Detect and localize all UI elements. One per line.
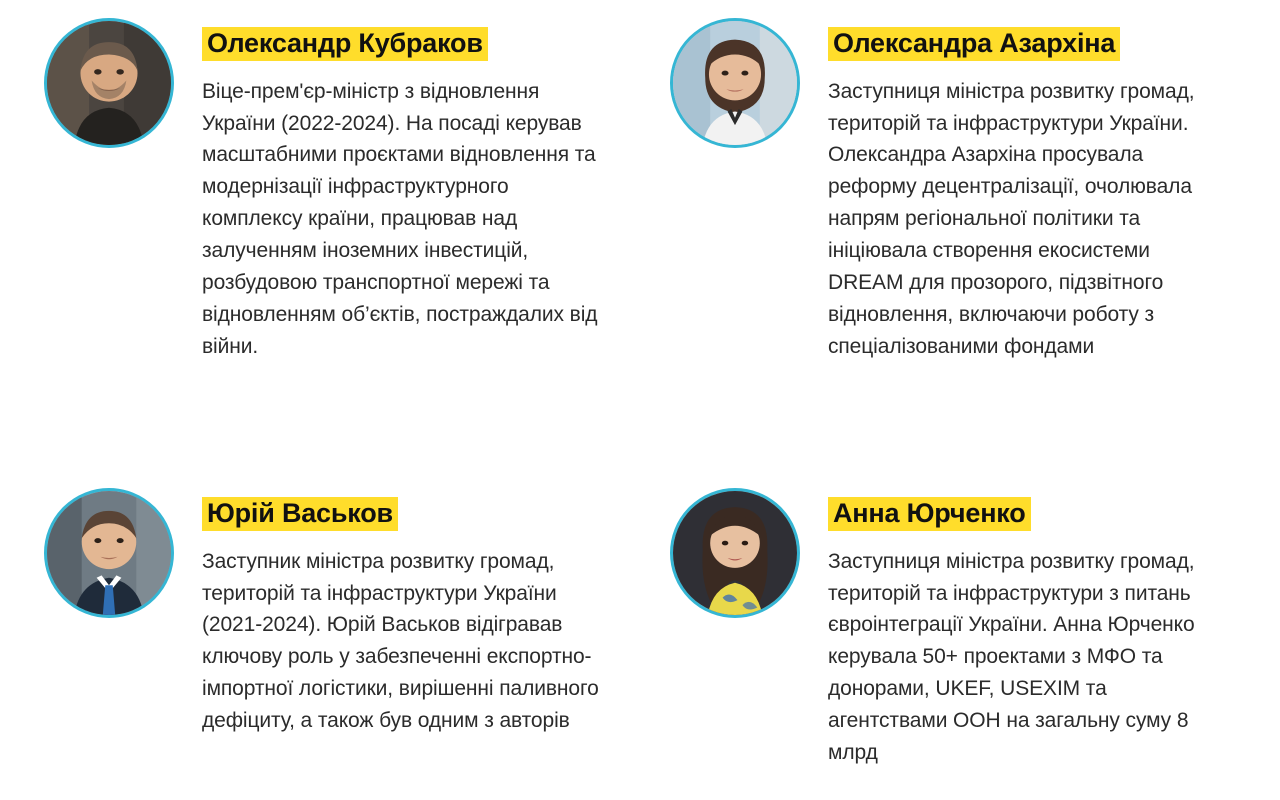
profile-name-wrap	[828, 26, 1218, 62]
portrait-oleksandra-azarkhina-icon	[673, 21, 797, 145]
profile-body	[828, 8, 1218, 363]
profile-description: Заступник міністра розвитку громад, територій та інфраструктури України (2021-2024). Юрій Васьков відігравав ключову роль у забезпеченні експортно-імпортної логістики, вирішенні паливного дефіциту, а також був одним з авторів	[202, 549, 599, 733]
profile-body	[202, 478, 602, 737]
profile-body	[828, 478, 1218, 769]
avatar	[670, 488, 800, 618]
profile-description: Заступниця міністра розвитку громад, територій та інфраструктури України. Олександра Азархіна просувала реформу децентралізації, очолювала напрям регіональної політики та ініціювала створення екосистеми DREAM для прозорого, підзвітного відновлення, включаючи роботу з спеціалізованими фондами	[828, 79, 1195, 358]
profile-name: Юрій Васьков	[202, 497, 398, 531]
avatar	[44, 18, 174, 148]
profile-description: Віце-прем'єр-міністр з відновлення України (2022-2024). На посаді керував масштабними проєктами відновлення та модернізації інфраструктурного комплексу країни, працював над залученням іноземних інвестицій, розбудовою транспортної мережі та відновленням об’єктів, постраждалих від війни.	[202, 79, 598, 358]
profile-name-wrap	[828, 496, 1218, 532]
avatar	[44, 488, 174, 618]
profile-card	[0, 8, 640, 478]
profile-card	[640, 478, 1280, 800]
profile-name-wrap	[202, 26, 602, 62]
profile-body	[202, 8, 602, 363]
portrait-oleksandr-kubrakov-icon	[47, 21, 171, 145]
profile-name: Анна Юрченко	[828, 497, 1031, 531]
profile-name-wrap	[202, 496, 602, 532]
portrait-yurii-vaskov-icon	[47, 491, 171, 615]
profile-name: Олександра Азархіна	[828, 27, 1120, 61]
portrait-anna-yurchenko-icon	[673, 491, 797, 615]
profile-card	[640, 8, 1280, 478]
profile-name: Олександр Кубраков	[202, 27, 488, 61]
avatar	[670, 18, 800, 148]
profile-description: Заступниця міністра розвитку громад, територій та інфраструктури з питань євроінтеграції України. Анна Юрченко керувала 50+ проектами з МФО та донорами, UKEF, USEXIM та агентствами ООН на загальну суму 8 млрд	[828, 549, 1195, 765]
profile-card	[0, 478, 640, 800]
